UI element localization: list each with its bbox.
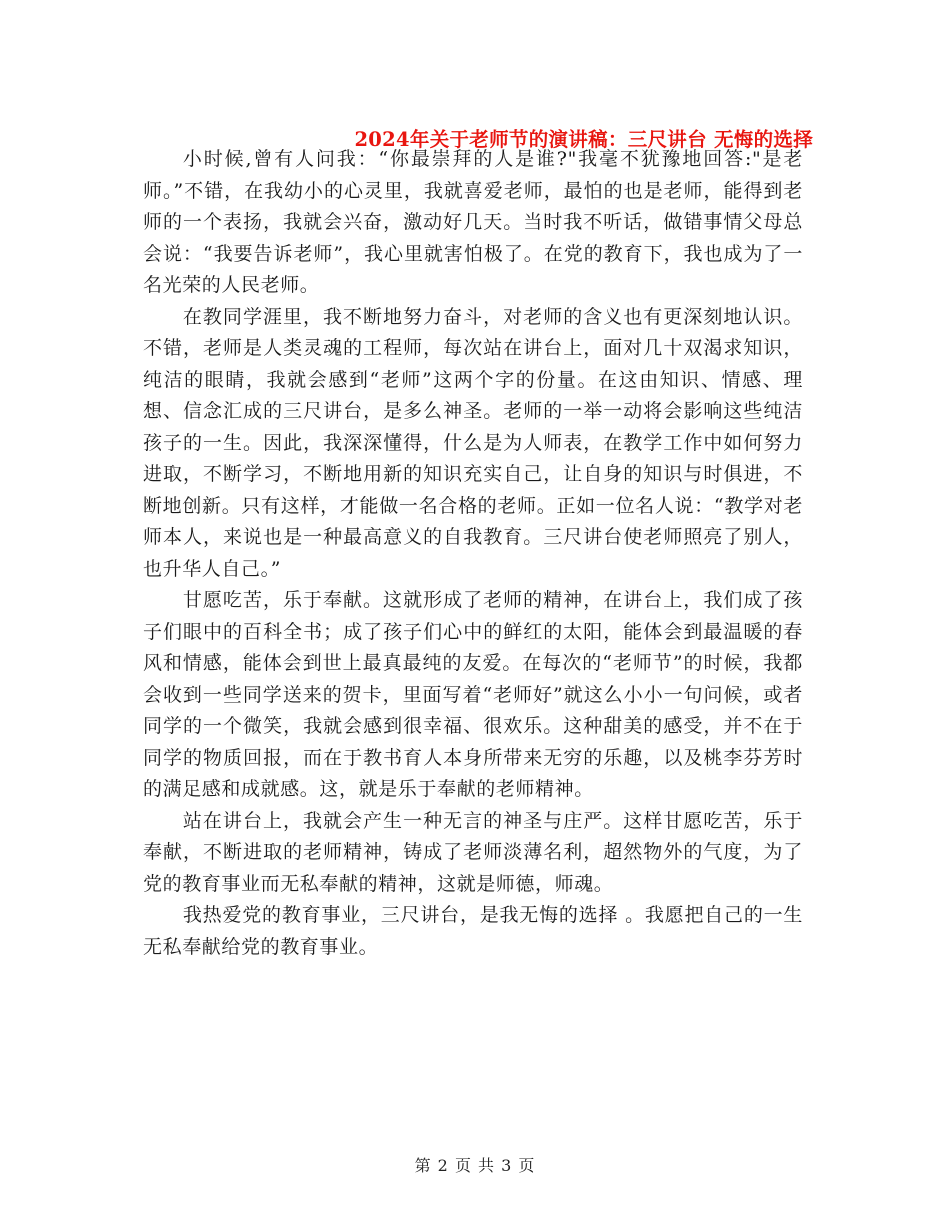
document-title: 2024年关于老师节的演讲稿：三尺讲台 无悔的选择	[354, 128, 813, 152]
document-body	[143, 144, 803, 963]
page-number-label: 第 2 页 共 3 页	[414, 1156, 536, 1175]
paragraph-5: 我热爱党的教育事业，三尺讲台，是我无悔的选择 。我愿把自己的一生无私奉献给党的教育事业。	[143, 904, 803, 958]
page-footer	[0, 1154, 950, 1178]
paragraph-4: 站在讲台上，我就会产生一种无言的神圣与庄严。这样甘愿吃苦，乐于奉献，不断进取的老师精神，铸成了老师淡薄名利，超然物外的气度，为了党的教育事业而无私奉献的精神，这就是师德，师魂。	[143, 809, 803, 895]
paragraph-1: 小时候,曾有人问我：“你最崇拜的人是谁?"我毫不犹豫地回答:"是老师。”不错，在我幼小的心灵里，我就喜爱老师，最怕的也是老师，能得到老师的一个表扬，我就会兴奋，激动好几天。当时我不听话，做错事情父母总会说：“我要告诉老师”，我心里就害怕极了。在党的教育下，我也成为了一名光荣的人民老师。	[143, 148, 803, 296]
paragraph-3: 甘愿吃苦，乐于奉献。这就形成了老师的精神，在讲台上，我们成了孩子们眼中的百科全书；成了孩子们心中的鲜红的太阳，能体会到最温暖的春风和情感，能体会到世上最真最纯的友爱。在每次的“老师节”的时候，我都会收到一些同学送来的贺卡，里面写着“老师好”就这么小小一句问候，或者同学的一个微笑，我就会感到很幸福、很欢乐。这种甜美的感受，并不在于同学的物质回报，而在于教书育人本身所带来无穷的乐趣，以及桃李芬芳时的满足感和成就感。这，就是乐于奉献的老师精神。	[143, 589, 803, 800]
paragraph-2: 在教同学涯里，我不断地努力奋斗，对老师的含义也有更深刻地认识。不错，老师是人类灵魂的工程师，每次站在讲台上，面对几十双渴求知识，纯洁的眼睛，我就会感到“老师”这两个字的份量。在这由知识、情感、理想、信念汇成的三尺讲台，是多么神圣。老师的一举一动将会影响这些纯洁孩子的一生。因此，我深深懂得，什么是为人师表，在教学工作中如何努力进取，不断学习，不断地用新的知识充实自己，让自身的知识与时俱进，不断地创新。只有这样，才能做一名合格的老师。正如一位名人说：“教学对老师本人，来说也是一种最高意义的自我教育。三尺讲台使老师照亮了别人，也升华人自己。”	[143, 305, 803, 580]
